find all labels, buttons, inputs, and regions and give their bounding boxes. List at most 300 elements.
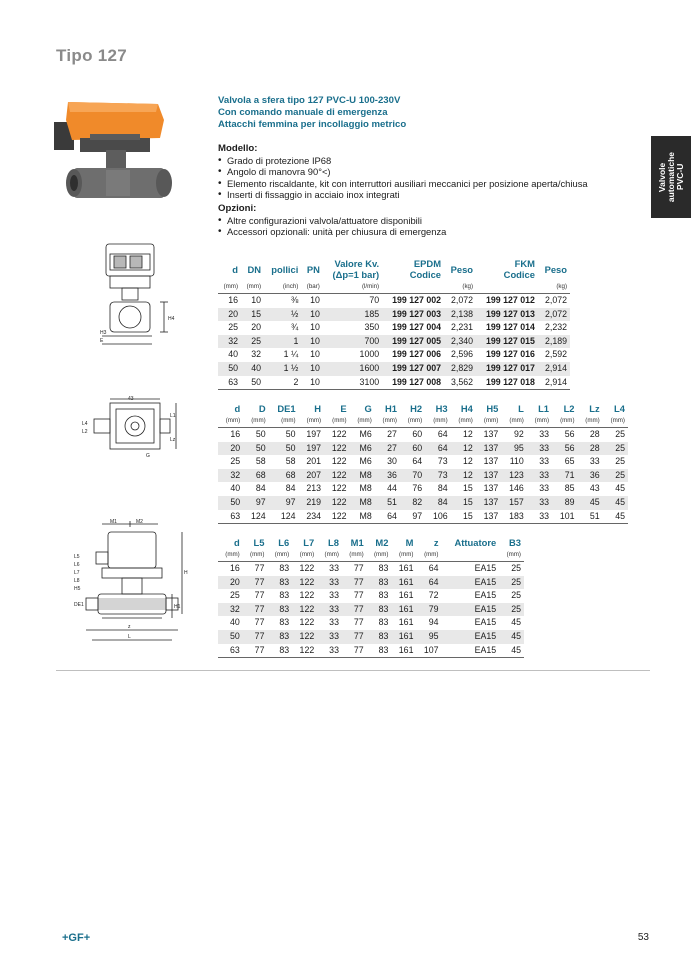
- table-cell: 83: [279, 590, 290, 601]
- table-cell: 199 127 012: [476, 294, 538, 308]
- table-cell: 25: [230, 456, 241, 467]
- table-cell: 45: [499, 644, 524, 658]
- unit-label: (mm): [225, 417, 241, 425]
- table-cell: 10: [301, 376, 323, 390]
- col-header: M: [405, 537, 414, 548]
- unit-label: (mm): [399, 551, 414, 559]
- unit-label: (mm): [534, 417, 550, 425]
- options-item: • Altre configurazioni valvola/attuatore disponibili: [218, 215, 638, 226]
- gf-logo: +GF+: [62, 932, 91, 944]
- col-header: L4: [614, 403, 625, 414]
- unit-label: (mm): [424, 551, 439, 559]
- table-cell: 33: [317, 576, 342, 590]
- section-tab-label: Valvole automatiche PVC-U: [656, 151, 685, 203]
- options-list: [218, 215, 638, 238]
- col-header: H2: [410, 403, 423, 414]
- table-cell: 122: [324, 469, 350, 483]
- table-cell: 161: [391, 644, 416, 658]
- model-item: • Elemento riscaldante, kit con interruttori ausiliari meccanici per posizione aperta/chiusa: [218, 178, 638, 189]
- table-cell: 85: [564, 483, 575, 494]
- table-cell: 2,072: [538, 294, 570, 308]
- table-row: [218, 562, 524, 576]
- table-cell: 199 127 003: [382, 308, 444, 322]
- col-header: G: [364, 403, 372, 414]
- unit-label: (mm): [382, 417, 397, 425]
- table-cell: 25: [615, 456, 625, 467]
- table-cell: 122: [324, 428, 350, 442]
- table-cell: 60: [400, 442, 425, 456]
- table-cell: 77: [342, 562, 367, 576]
- table-cell: 197: [299, 428, 325, 442]
- model-item: • Grado di protezione IP68: [218, 155, 638, 166]
- table-cell: 25: [603, 442, 628, 456]
- table-cell: 64: [416, 576, 441, 590]
- codes-table: [218, 258, 570, 390]
- col-header: d: [232, 263, 239, 275]
- table-units-row: [218, 548, 524, 562]
- table-cell: 50: [243, 442, 269, 456]
- table-cell: 83: [367, 562, 392, 576]
- table-cell: 45: [511, 617, 521, 628]
- table-cell: EA15: [474, 617, 497, 628]
- table-cell: 70: [400, 469, 425, 483]
- table-cell: 25: [603, 469, 628, 483]
- table-cell: EA15: [442, 576, 500, 590]
- table-cell: 213: [306, 483, 322, 494]
- table-cell: 73: [437, 456, 448, 467]
- table-row: [218, 321, 570, 335]
- table-row: [218, 482, 628, 496]
- table-row: [218, 335, 570, 349]
- table-cell: 33: [539, 456, 550, 467]
- table-cell: 50: [243, 428, 269, 442]
- table-cell: 76: [412, 483, 423, 494]
- col-header: d: [234, 403, 241, 414]
- table-row: [218, 308, 570, 322]
- col-header: d: [234, 537, 240, 548]
- table-cell: 199 127 014: [486, 322, 535, 333]
- table-cell: 84: [285, 483, 296, 494]
- table-cell: 77: [342, 644, 367, 658]
- col-header: Lz: [589, 403, 600, 414]
- table-cell: 28: [578, 442, 603, 456]
- table-cell: 27: [375, 442, 400, 456]
- table-cell: 234: [299, 510, 325, 524]
- unit-label: (mm): [349, 551, 364, 559]
- table-cell: 45: [499, 630, 524, 644]
- technical-drawing-front: [72, 518, 190, 648]
- table-cell: EA15: [442, 644, 500, 658]
- table-cell: 84: [255, 483, 266, 494]
- table-cell: 64: [412, 456, 423, 467]
- table-cell: 33: [317, 603, 342, 617]
- table-cell: 10: [310, 349, 320, 360]
- unit-label: (mm): [223, 283, 239, 291]
- table-row: [218, 603, 524, 617]
- table-cell: 77: [243, 562, 268, 576]
- table-cell: 1 ½: [264, 362, 301, 376]
- table-cell: 77: [243, 576, 268, 590]
- table-cell: 33: [329, 617, 339, 628]
- table-cell: 64: [375, 510, 400, 524]
- pipe-end-right: [156, 169, 172, 197]
- table-cell: 2,592: [544, 349, 567, 360]
- col-header: H: [314, 403, 322, 414]
- model-list: [218, 155, 638, 201]
- table-cell: 700: [323, 335, 382, 349]
- table-cell: 219: [299, 496, 325, 510]
- table-cell: 2,189: [538, 335, 570, 349]
- unit-label: (mm): [250, 551, 265, 559]
- actuator-base: [80, 138, 150, 152]
- table-cell: 12: [451, 428, 476, 442]
- table-cell: 15: [241, 308, 264, 322]
- col-header: FKM Codice: [503, 258, 535, 280]
- unit-label: (mm): [246, 283, 262, 291]
- table-cell: 25: [603, 428, 628, 442]
- table-cell: 32: [218, 603, 243, 617]
- table-cell: 68: [243, 469, 269, 483]
- technical-drawing-top: [80, 395, 185, 460]
- table-cell: 82: [400, 496, 425, 510]
- table-header-row: [218, 537, 524, 548]
- col-header: M2: [375, 537, 389, 548]
- table-cell: 83: [367, 630, 392, 644]
- headline-line-3: Attacchi femmina per incollaggio metrico: [218, 119, 407, 130]
- table-cell: 83: [367, 644, 392, 658]
- table-cell: 58: [285, 456, 296, 467]
- table-cell: 207: [299, 469, 325, 483]
- table-cell: 60: [400, 428, 425, 442]
- table-cell: 20: [218, 576, 243, 590]
- table-row: [218, 576, 524, 590]
- table-cell: 10: [301, 335, 323, 349]
- unit-label: (mm): [585, 417, 600, 425]
- table-cell: 161: [391, 630, 416, 644]
- table-cell: M6: [350, 442, 375, 456]
- dim-label-h4: H4: [168, 316, 175, 322]
- table-cell: 122: [292, 562, 317, 576]
- col-header: H1: [384, 403, 397, 414]
- table-row: [218, 644, 524, 658]
- table-row: [218, 362, 570, 376]
- table-cell: 1600: [323, 362, 382, 376]
- dim-label-h1: H1: [174, 604, 181, 610]
- table-row: [218, 469, 628, 483]
- unit-label: (mm): [281, 417, 296, 425]
- table-cell: 350: [364, 322, 380, 333]
- dim-label-h5: H5: [74, 586, 81, 592]
- dimensions-table: [218, 403, 628, 524]
- table-cell: 58: [255, 456, 266, 467]
- page-number: 53: [637, 932, 649, 943]
- table-cell: ½: [264, 308, 301, 322]
- table-cell: 32: [218, 469, 243, 483]
- table-cell: 77: [254, 590, 265, 601]
- model-item: • Angolo di manovra 90°<): [218, 166, 638, 177]
- table-cell: 51: [375, 496, 400, 510]
- unit-label: (mm): [506, 551, 521, 559]
- table-cell: 137: [483, 456, 499, 467]
- table-cell: 199 127 016: [486, 349, 535, 360]
- table-cell: EA15: [474, 590, 497, 601]
- table-cell: 25: [499, 576, 524, 590]
- table-cell: 199 127 007: [382, 362, 444, 376]
- table-cell: 77: [342, 630, 367, 644]
- dim-label-l6: L6: [74, 562, 80, 568]
- unit-label: (mm): [483, 417, 499, 425]
- table-cell: 70: [323, 294, 382, 308]
- table-cell: 50: [241, 376, 264, 390]
- table-cell: 83: [267, 644, 292, 658]
- unit-label: (mm): [458, 417, 473, 425]
- dim-label-l2: L2: [82, 429, 88, 435]
- table-cell: 45: [615, 483, 625, 494]
- unit-label: [442, 548, 500, 562]
- table-cell: 95: [416, 630, 441, 644]
- table-row: [218, 442, 628, 456]
- col-header: D: [258, 403, 266, 414]
- table-units-row: [218, 414, 628, 428]
- table-row: [218, 428, 628, 442]
- table-cell: 27: [375, 428, 400, 442]
- table-cell: 25: [228, 322, 239, 333]
- unit-label: (mm): [374, 551, 389, 559]
- table-cell: 122: [299, 590, 315, 601]
- table-cell: 28: [578, 428, 603, 442]
- table-cell: 161: [391, 603, 416, 617]
- table-cell: 33: [527, 510, 552, 524]
- table-cell: 183: [501, 510, 527, 524]
- col-header: H4: [460, 403, 473, 414]
- dim-label-e: E: [100, 338, 104, 344]
- table-cell: ¾: [291, 322, 299, 333]
- col-header: EPDM Codice: [409, 258, 442, 280]
- table-cell: 20: [218, 308, 241, 322]
- table-cell: 107: [416, 644, 441, 658]
- table-cell: 25: [499, 603, 524, 617]
- table-cell: 20: [218, 442, 243, 456]
- table-cell: 83: [367, 576, 392, 590]
- table-cell: 161: [398, 590, 414, 601]
- table-cell: 77: [254, 617, 265, 628]
- table-cell: 43: [589, 483, 600, 494]
- table-cell: 137: [483, 483, 499, 494]
- table-cell: 33: [317, 562, 342, 576]
- dim-label-m2: M2: [136, 519, 143, 525]
- col-header: B3: [509, 537, 521, 548]
- table-row: [218, 455, 628, 469]
- table-cell: ⅜: [264, 294, 301, 308]
- table-cell: 40: [230, 483, 241, 494]
- table-cell: 15: [451, 510, 476, 524]
- table-row: [218, 376, 570, 390]
- table-cell: 64: [416, 562, 441, 576]
- model-item: • Inserti di fissaggio in acciaio inox integrati: [218, 189, 638, 200]
- table-cell: 65: [564, 456, 575, 467]
- table-cell: 197: [299, 442, 325, 456]
- dim-label-g: G: [146, 453, 150, 459]
- unit-label: (kg): [462, 283, 474, 291]
- table-cell: 2,231: [451, 322, 474, 333]
- table-cell: M6: [359, 456, 372, 467]
- unit-label: [382, 280, 444, 294]
- table-cell: 12: [463, 456, 473, 467]
- table-cell: 83: [378, 590, 389, 601]
- table-cell: 45: [578, 496, 603, 510]
- table-cell: 1000: [359, 349, 380, 360]
- unit-label: (inch): [282, 283, 299, 291]
- table-cell: 161: [391, 576, 416, 590]
- table-header-row: [218, 258, 570, 280]
- table-cell: 2,138: [444, 308, 476, 322]
- options-heading: Opzioni:: [218, 202, 257, 214]
- table-cell: 71: [552, 469, 578, 483]
- table-cell: 122: [324, 496, 350, 510]
- table-cell: 40: [229, 617, 240, 628]
- table-cell: 63: [218, 376, 241, 390]
- col-header: H3: [435, 403, 448, 414]
- table-cell: 50: [218, 630, 243, 644]
- table-cell: 83: [267, 603, 292, 617]
- dimensions-table-body: [218, 428, 628, 524]
- table-cell: 146: [509, 483, 524, 494]
- unit-label: (mm): [299, 551, 315, 559]
- col-header: L: [518, 403, 524, 414]
- table-cell: 63: [218, 510, 243, 524]
- table-cell: 122: [324, 510, 350, 524]
- table-header-row: [218, 403, 628, 414]
- table-cell: 33: [527, 442, 552, 456]
- table-row: [218, 616, 524, 630]
- table-cell: 2,072: [444, 294, 476, 308]
- unit-label: (bar): [306, 283, 320, 291]
- table-cell: 101: [552, 510, 578, 524]
- table-cell: 199 127 008: [382, 376, 444, 390]
- table-cell: 84: [437, 483, 448, 494]
- table-cell: 3100: [323, 376, 382, 390]
- unit-label: (mm): [407, 417, 423, 425]
- col-header: L7: [303, 537, 315, 548]
- col-header: DE1: [277, 403, 296, 414]
- table-cell: M8: [359, 483, 372, 494]
- table-cell: 185: [323, 308, 382, 322]
- table-cell: 124: [269, 510, 299, 524]
- table-cell: 15: [463, 483, 473, 494]
- table-cell: 137: [476, 442, 502, 456]
- table-cell: 199 127 013: [476, 308, 538, 322]
- table-units-row: [218, 280, 570, 294]
- unit-label: [476, 280, 538, 294]
- table-cell: 77: [342, 603, 367, 617]
- table-cell: 122: [331, 483, 347, 494]
- table-cell: 56: [552, 442, 578, 456]
- col-header: L6: [278, 537, 290, 548]
- table-cell: 92: [501, 428, 527, 442]
- col-header: L5: [253, 537, 265, 548]
- table-cell: 161: [398, 617, 414, 628]
- table-cell: 124: [243, 510, 269, 524]
- unit-label: (l/min): [361, 283, 380, 291]
- product-photo: [50, 92, 185, 210]
- table-cell: 33: [317, 644, 342, 658]
- table-cell: 77: [243, 644, 268, 658]
- table-cell: 2,072: [538, 308, 570, 322]
- dim-label-l7: L7: [74, 570, 80, 576]
- footer-divider: [56, 670, 650, 671]
- table-cell: 68: [269, 469, 299, 483]
- actuator-table: [218, 537, 524, 658]
- table-cell: 199 127 006: [392, 349, 442, 360]
- table-row: [218, 348, 570, 362]
- table-cell: 84: [425, 496, 451, 510]
- table-cell: 95: [501, 442, 527, 456]
- table-cell: 25: [511, 590, 521, 601]
- unit-label: (mm): [509, 417, 524, 425]
- dim-label-h3: H3: [100, 330, 107, 336]
- table-row: [218, 510, 628, 524]
- table-cell: M8: [350, 510, 375, 524]
- table-cell: 36: [578, 469, 603, 483]
- dim-label-lz: Lz: [170, 437, 176, 443]
- table-cell: 40: [241, 362, 264, 376]
- table-cell: 10: [301, 294, 323, 308]
- headline-line-2: Con comando manuale di emergenza: [218, 107, 388, 118]
- table-cell: 83: [267, 562, 292, 576]
- table-cell: 1 ¼: [283, 349, 299, 360]
- table-cell: 161: [391, 562, 416, 576]
- options-item: • Accessori opzionali: unità per chiusura di emergenza: [218, 226, 638, 237]
- table-cell: 36: [375, 469, 400, 483]
- dim-label-m1: M1: [110, 519, 117, 525]
- dim-label-de1: DE1: [74, 602, 84, 608]
- table-cell: 12: [451, 442, 476, 456]
- table-cell: 10: [310, 322, 320, 333]
- table-cell: 44: [387, 483, 397, 494]
- table-cell: 137: [476, 428, 502, 442]
- table-cell: 122: [292, 603, 317, 617]
- table-cell: 73: [425, 469, 451, 483]
- table-cell: 20: [251, 322, 262, 333]
- table-cell: 50: [269, 428, 299, 442]
- table-cell: 33: [329, 590, 339, 601]
- unit-label: (kg): [556, 283, 567, 291]
- unit-label: (mm): [433, 417, 448, 425]
- table-cell: 83: [279, 617, 290, 628]
- table-cell: 2: [264, 376, 301, 390]
- table-cell: M8: [350, 496, 375, 510]
- table-row: [218, 294, 570, 308]
- table-cell: 137: [476, 469, 502, 483]
- table-cell: 64: [425, 428, 451, 442]
- table-cell: 2,914: [538, 362, 570, 376]
- table-cell: 40: [228, 349, 239, 360]
- col-header: H5: [486, 403, 499, 414]
- table-cell: 33: [589, 456, 600, 467]
- table-cell: 50: [218, 362, 241, 376]
- col-header: pollici: [271, 263, 299, 275]
- table-cell: 199 127 004: [392, 322, 442, 333]
- table-cell: M8: [350, 469, 375, 483]
- unit-label: (mm): [610, 417, 625, 425]
- table-cell: 199 127 018: [476, 376, 538, 390]
- table-cell: 122: [324, 442, 350, 456]
- unit-label: (mm): [251, 417, 266, 425]
- col-header: L2: [563, 403, 575, 414]
- table-row: [218, 630, 524, 644]
- col-header: L8: [328, 537, 339, 548]
- unit-label: (mm): [225, 551, 240, 559]
